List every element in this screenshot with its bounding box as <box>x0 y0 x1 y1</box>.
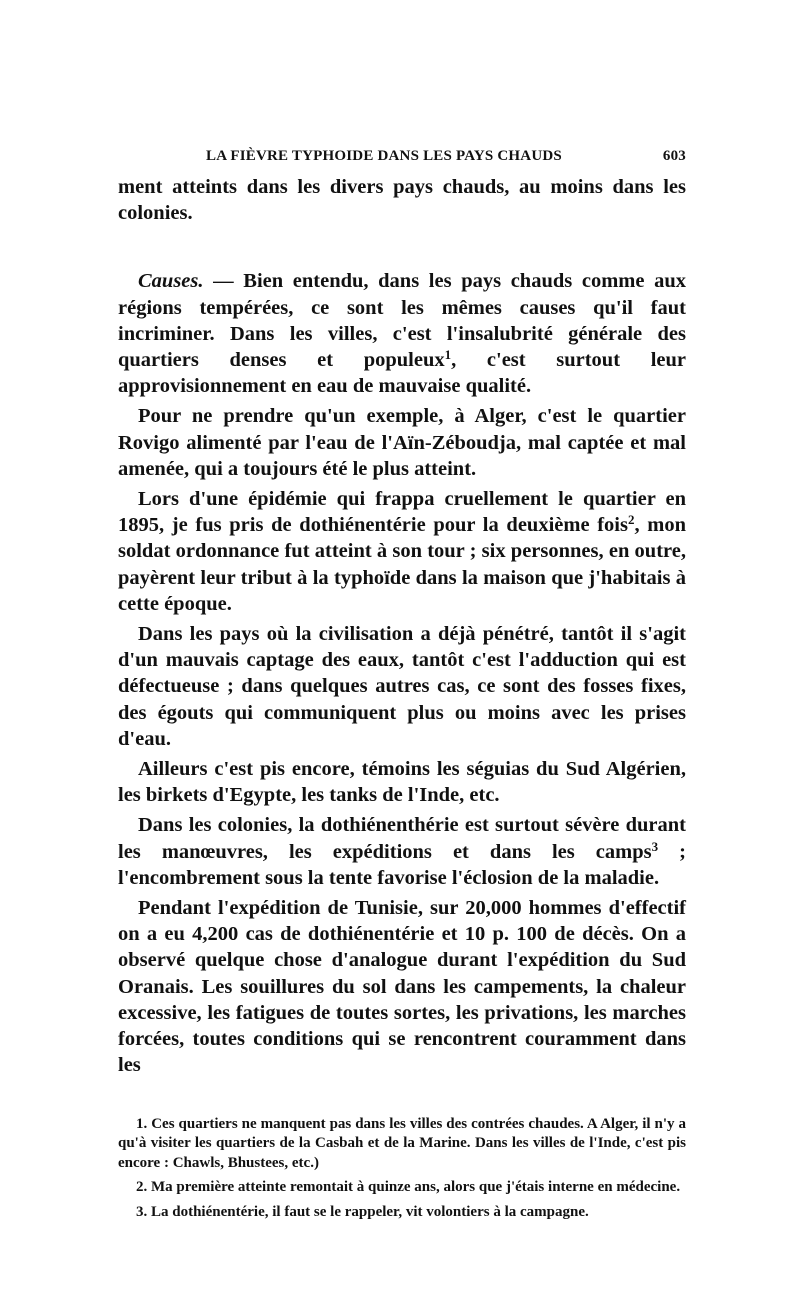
footnote-2: 2. Ma première atteinte remontait à quinze ans, alors que j'étais interne en médecine. <box>136 1179 681 1195</box>
paragraph-epidemie-text-end: , mon soldat ordonnance fut atteint à son tour ; six personnes, en outre, payèrent leur tribut à la typhoïde dans la maison que j'habitais à cette époque. <box>118 514 686 615</box>
paragraph-epidemie-text: Lors d'une épidémie qui frappa cruellement le quartier en 1895, je fus pris de dothiénentérie pour la deuxième fois <box>118 488 686 537</box>
paragraph-causes <box>118 268 686 399</box>
paragraph-continuation: ment atteints dans les divers pays chauds, au moins dans les colonies. <box>118 176 686 225</box>
book-page <box>118 148 686 1227</box>
paragraph-alger: Pour ne prendre qu'un exemple, à Alger, c'est le quartier Rovigo alimenté par l'eau de l'Aïn-Zéboudja, mal captée et mal amenée, qui a toujours été le plus atteint. <box>118 405 686 480</box>
paragraph-colonies-text-end: ; l'encombrement sous la tente favorise l'éclosion de la maladie. <box>118 840 686 889</box>
paragraph-causes-text-end: , c'est surtout leur approvisionnement en eau de mauvaise qualité. <box>118 349 686 398</box>
footnote-3: 3. La dothiénentérie, il faut se le rappeler, vit volontiers à la campagne. <box>136 1203 589 1220</box>
page-number: 603 <box>662 148 686 164</box>
footnotes <box>118 1115 686 1223</box>
footnote-ref-2[interactable]: 2 <box>627 512 635 528</box>
footnote-1: 1. Ces quartiers ne manquent pas dans les villes des contrées chaudes. A Alger, il n'y a qu'à visiter les quartiers de la Casbah et de la Marine. Dans les villes de l'Inde, c'est pis encore : Chawls, Bhustees, etc.) <box>118 1115 686 1171</box>
footnote-ref-3[interactable]: 3 <box>651 838 659 854</box>
paragraph-civilisation: Dans les pays où la civilisation a déjà pénétré, tantôt il s'agit d'un mauvais captage des eaux, tantôt c'est l'adduction qui est défectueuse ; dans quelques autres cas, ce sont des fosses fixes, des égouts qui communiquent plus ou moins avec les prises d'eau. <box>118 623 686 750</box>
paragraph-colonies <box>118 812 686 891</box>
paragraph-colonies-text: Dans les colonies, la dothiénenthérie est surtout sévère durant les manœuvres, les expéditions et dans les camps <box>118 814 686 863</box>
section-label-causes: Causes. <box>138 270 204 293</box>
paragraph-ailleurs: Ailleurs c'est pis encore, témoins les séguias du Sud Algérien, les birkets d'Egypte, les tanks de l'Inde, etc. <box>118 758 686 807</box>
paragraph-epidemie <box>118 486 686 617</box>
running-header <box>118 148 686 174</box>
footnote-ref-1[interactable]: 1 <box>444 347 452 363</box>
paragraph-causes-text: — Bien entendu, dans les pays chauds comme aux régions tempérées, ce sont les mêmes causes qu'il faut incriminer. Dans les villes, c'est l'insalubrité générale des quartiers denses et populeux <box>118 270 686 372</box>
body-text <box>118 174 686 1079</box>
running-title: LA FIÈVRE TYPHOIDE DANS LES PAYS CHAUDS <box>206 148 562 164</box>
paragraph-tunisie: Pendant l'expédition de Tunisie, sur 20,000 hommes d'effectif on a eu 4,200 cas de dothiénentérie et 10 p. 100 de décès. On a observé quelque chose d'analogue durant l'expédition du Sud Oranais. Les souillures du sol dans les campements, la chaleur excessive, les fatigues de toutes sortes, les privations, les marches forcées, toutes conditions qui se rencontrent couramment dans les <box>118 897 686 1077</box>
